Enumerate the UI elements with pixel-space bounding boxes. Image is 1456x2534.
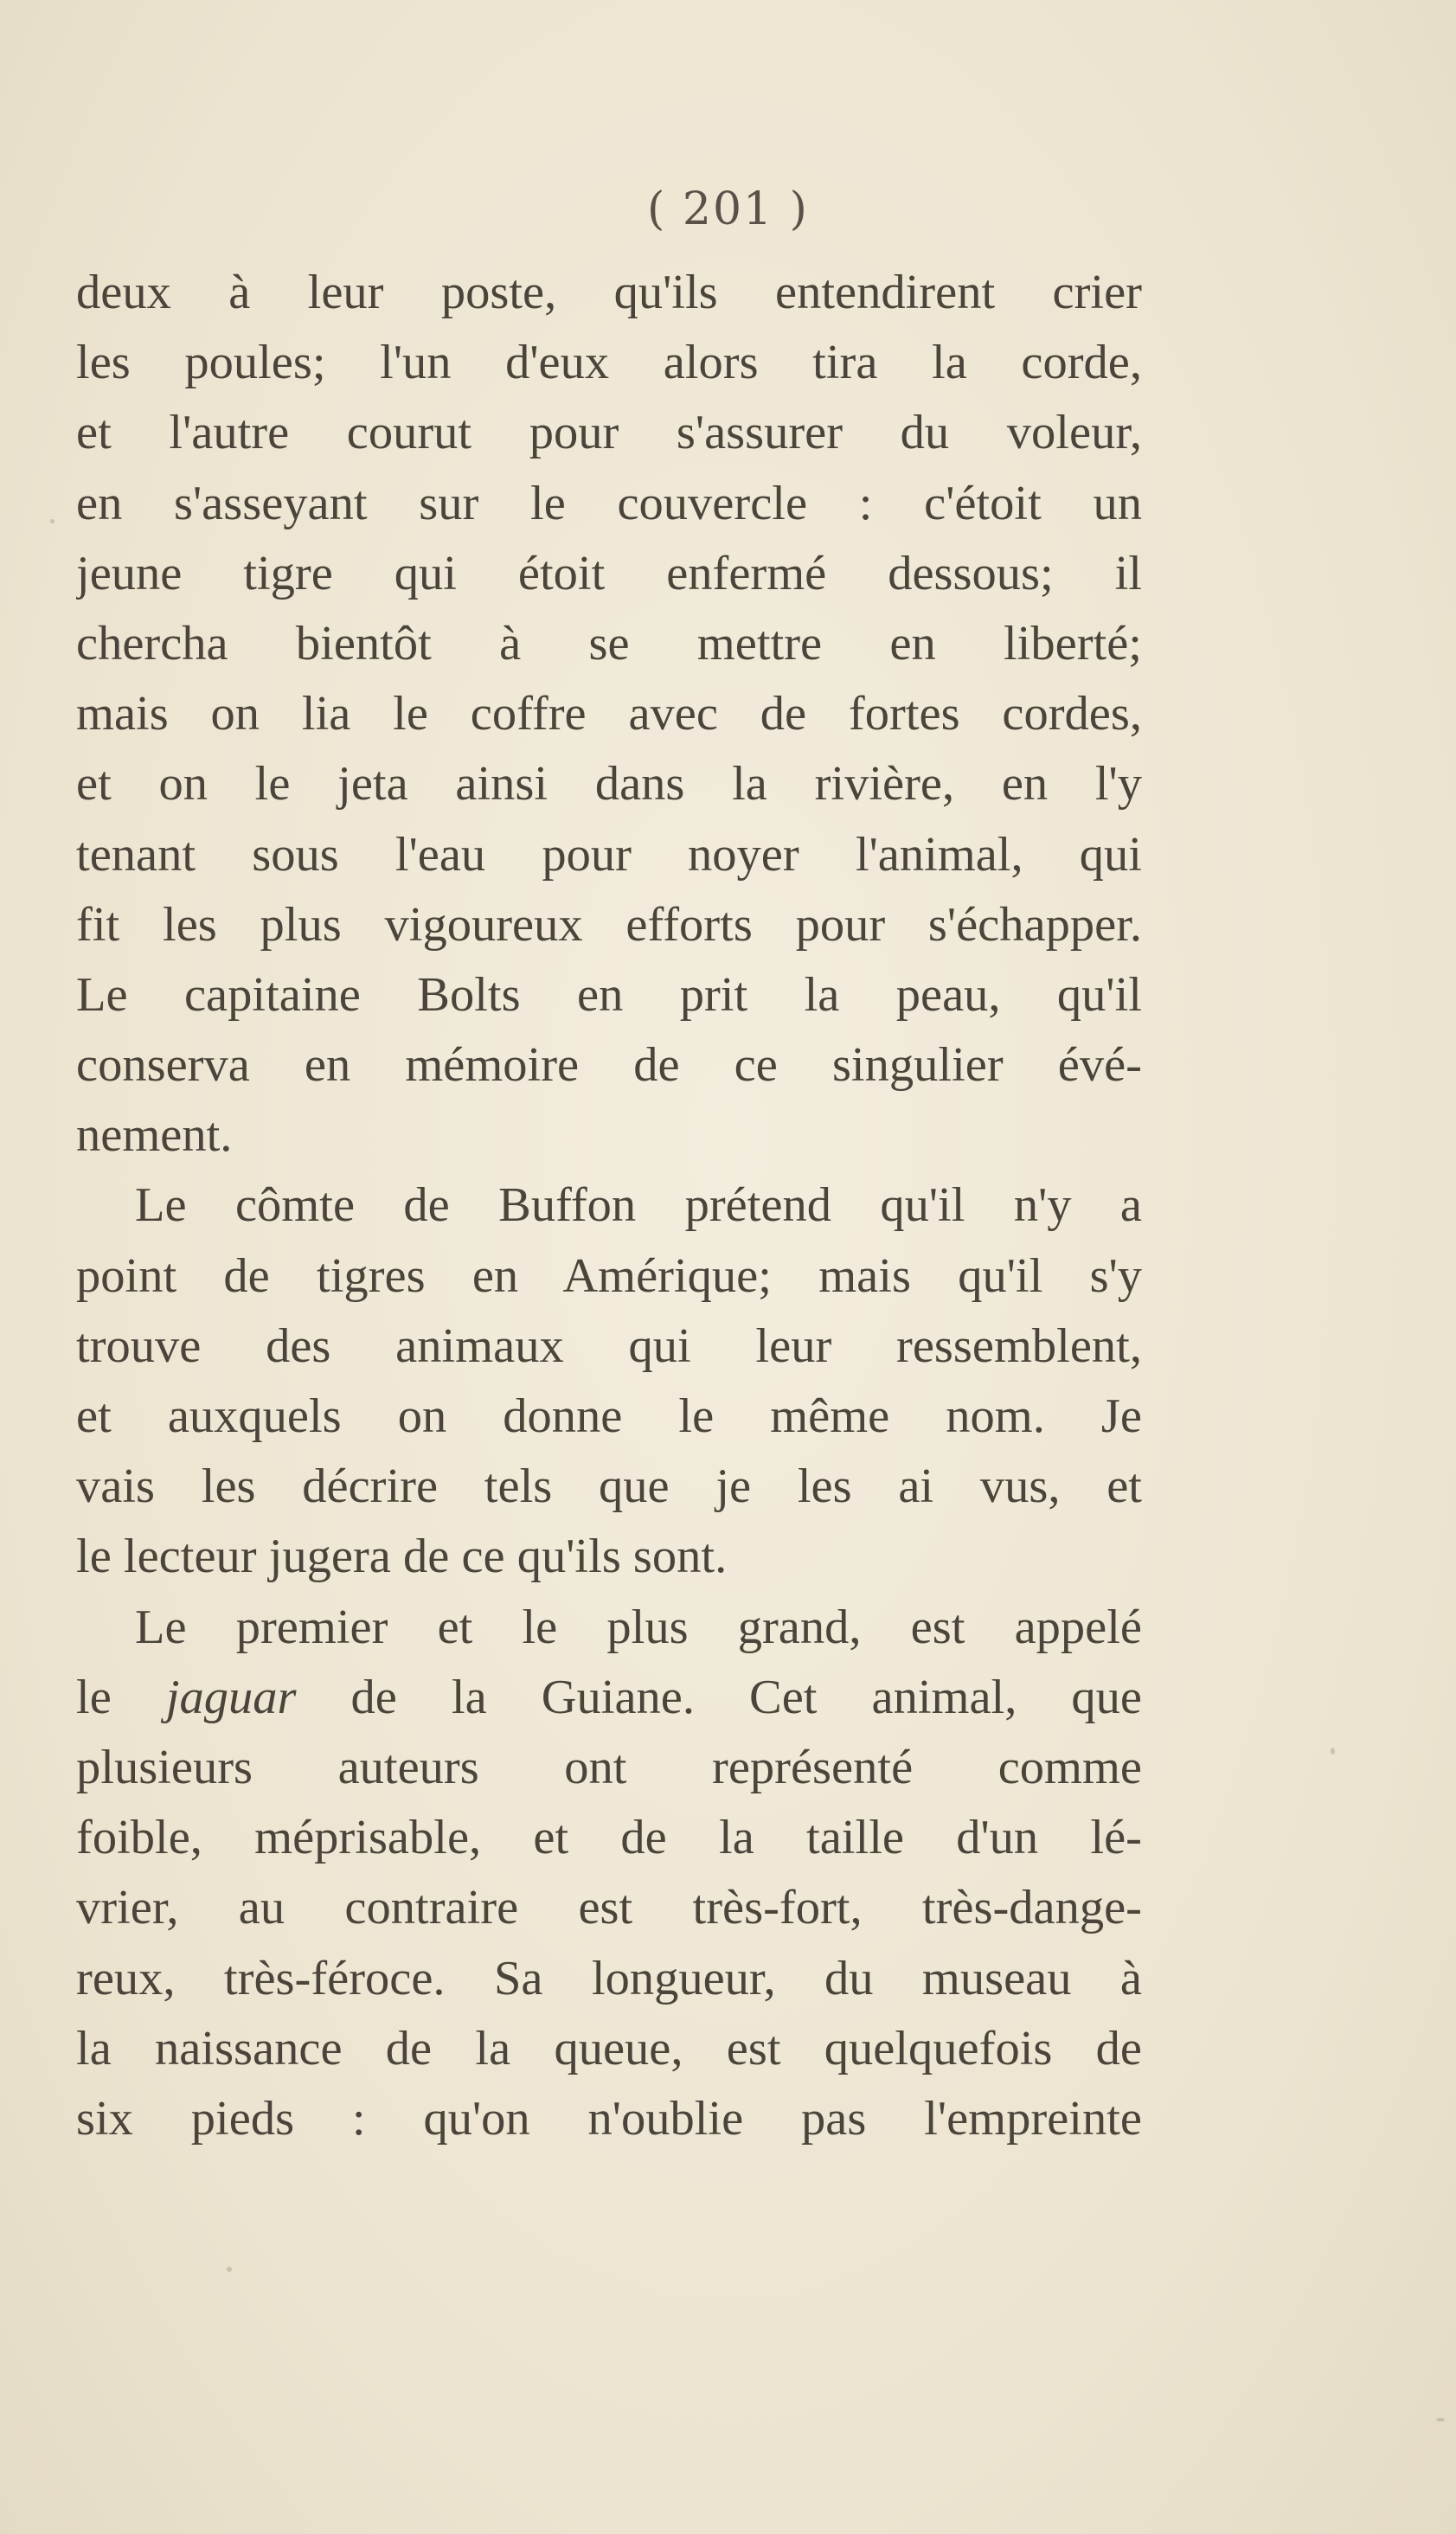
text-line: mais on lia le coffre avec de fortes cordes, [76, 687, 1142, 741]
text-line: foible, méprisable, et de la taille d'un lé- [76, 1811, 1142, 1865]
text-line: et l'autre courut pour s'assurer du voleur, [76, 406, 1142, 460]
text-line: jeune tigre qui étoit enfermé dessous; il [76, 546, 1142, 600]
paragraph-end-line: nement. [76, 1108, 233, 1163]
text-line: plusieurs auteurs ont représenté comme [76, 1740, 1142, 1794]
text-line: point de tigres en Amérique; mais qu'il s'y [76, 1248, 1142, 1303]
text-line: et auxquels on donne le même nom. Je [76, 1389, 1142, 1443]
page-number: ( 201 ) [647, 183, 809, 235]
text-line: vais les décrire tels que je les ai vus, et [76, 1459, 1142, 1514]
paragraph-end-line: le lecteur jugera de ce qu'ils sont. [76, 1530, 728, 1584]
italic-term-jaguar: jaguar [165, 1670, 297, 1724]
text-line: les poules; l'un d'eux alors tira la corde, [76, 336, 1142, 390]
text-line: vrier, au contraire est très-fort, très-dange- [76, 1881, 1142, 1935]
text-line: trouve des animaux qui leur ressemblent, [76, 1318, 1142, 1373]
text-line: tenant sous l'eau pour noyer l'animal, qui [76, 827, 1142, 882]
text-line: reux, très-féroce. Sa longueur, du museau à [76, 1951, 1142, 2005]
paper-speck [1436, 2418, 1445, 2422]
text-line-with-italic [76, 1663, 1142, 1733]
text-line: conserva en mémoire de ce singulier évé- [76, 1038, 1142, 1093]
text-line: Le capitaine Bolts en prit la peau, qu'il [76, 967, 1142, 1022]
paper-speck [227, 2267, 232, 2272]
text-line: la naissance de la queue, est quelquefois de [76, 2021, 1142, 2075]
text-line: et on le jeta ainsi dans la rivière, en l'y [76, 757, 1142, 812]
text-line: en s'asseyant sur le couvercle : c'étoit un [76, 476, 1142, 530]
text-line: deux à leur poste, qu'ils entendirent crier [76, 266, 1142, 319]
text-line: six pieds : qu'on n'oublie pas l'empreinte [76, 2091, 1142, 2146]
text-line: chercha bientôt à se mettre en liberté; [76, 616, 1142, 670]
line-prefix: le [76, 1670, 166, 1724]
line-suffix: de la Guiane. Cet animal, que [296, 1670, 1142, 1724]
paragraph-start-line: Le cômte de Buffon prétend qu'il n'y a [135, 1178, 1142, 1233]
paragraph-start-line: Le premier et le plus grand, est appelé [135, 1600, 1142, 1654]
paper-speck [1331, 1748, 1335, 1755]
paper-speck [50, 519, 55, 523]
body-text [76, 258, 1142, 2154]
text-line: fit les plus vigoureux efforts pour s'échapper. [76, 897, 1142, 952]
